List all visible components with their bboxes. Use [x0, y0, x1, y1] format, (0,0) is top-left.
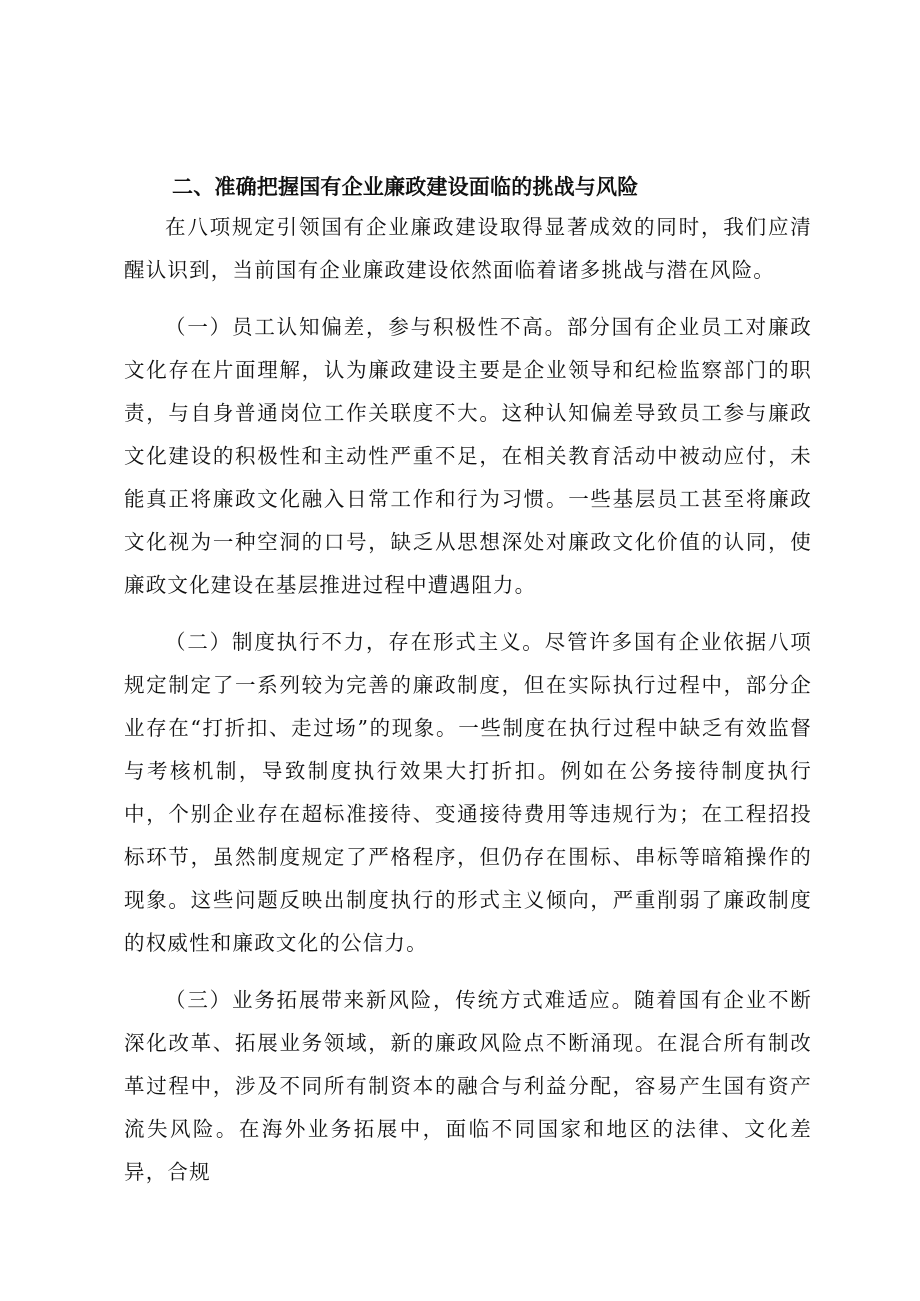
paragraph-point-3: （三）业务拓展带来新风险，传统方式难适应。随着国有企业不断深化改革、拓展业务领域，新的廉政风险点不断涌现。在混合所有制改革过程中，涉及不同所有制资本的融合与利益分配，容易产生国有资产流失风险。在海外业务拓展中，面临不同国家和地区的法律、文化差异，合规: [124, 988, 812, 1184]
paragraph-point-1: （一）员工认知偏差，参与积极性不高。部分国有企业员工对廉政文化存在片面理解，认为廉政建设主要是企业领导和纪检监察部门的职责，与自身普通岗位工作关联度不大。这种认知偏差导致员工参与廉政文化建设的积极性和主动性严重不足，在相关教育活动中被动应付，未能真正将廉政文化融入日常工作和行为习惯。一些基层员工甚至将廉政文化视为一种空洞的口号，缺乏从思想深处对廉政文化价值的认同，使廉政文化建设在基层推进过程中遭遇阻力。: [124, 315, 812, 597]
section-heading: 二、准确把握国有企业廉政建设面临的挑战与风险: [172, 175, 639, 199]
paragraph-intro: 在八项规定引领国有企业廉政建设取得显著成效的同时，我们应清醒认识到，当前国有企业廉政建设依然面临着诸多挑战与潜在风险。: [124, 215, 812, 282]
document-body: [124, 168, 812, 1208]
paragraph-point-2: （二）制度执行不力，存在形式主义。尽管许多国有企业依据八项规定制定了一系列较为完善的廉政制度，但在实际执行过程中，部分企业存在“打折扣、走过场”的现象。一些制度在执行过程中缺乏有效监督与考核机制，导致制度执行效果大打折扣。例如在公务接待制度执行中，个别企业存在超标准接待、变通接待费用等违规行为；在工程招投标环节，虽然制度规定了严格程序，但仍存在围标、串标等暗箱操作的现象。这些问题反映出制度执行的形式主义倾向，严重削弱了廉政制度的权威性和廉政文化的公信力。: [124, 630, 812, 955]
